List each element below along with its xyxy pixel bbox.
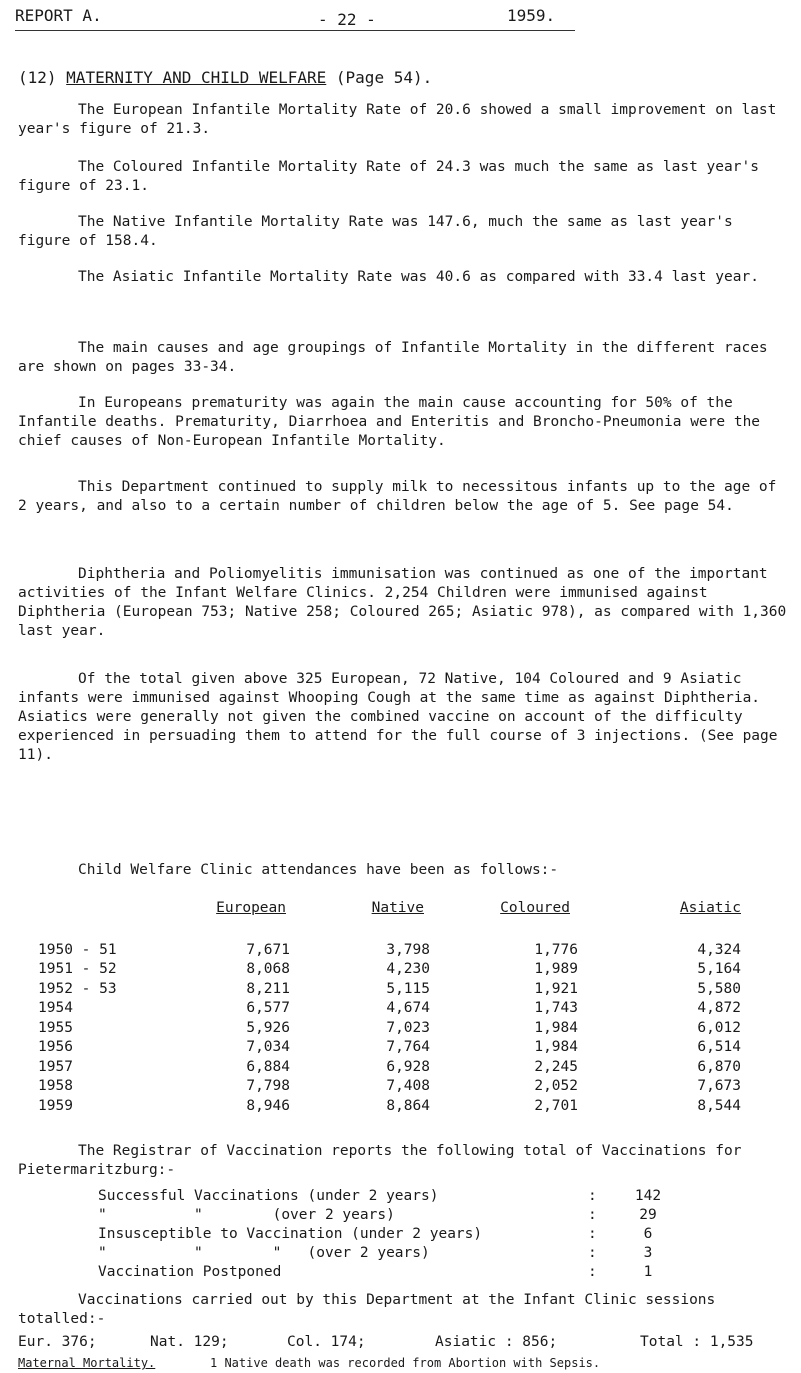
cell-coloured: 2,701 bbox=[534, 1097, 578, 1114]
vaccination-list bbox=[98, 1188, 738, 1283]
table-row bbox=[38, 979, 741, 999]
cell-coloured: 2,245 bbox=[534, 1058, 578, 1075]
cell-european: 6,884 bbox=[246, 1058, 290, 1075]
report-year: 1959. bbox=[507, 6, 556, 25]
list-item bbox=[98, 1207, 738, 1226]
row-year: 1950 - 51 bbox=[38, 941, 117, 958]
list-item bbox=[98, 1226, 738, 1245]
cell-coloured: 1,984 bbox=[534, 1039, 578, 1056]
vaccination-label: Successful Vaccinations (under 2 years) bbox=[98, 1188, 439, 1204]
sessions-coloured: Col. 174; bbox=[287, 1334, 366, 1350]
table-row bbox=[38, 1038, 741, 1058]
maternal-death-note: 1 Native death was recorded from Abortion with Sepsis. bbox=[210, 1356, 601, 1370]
sessions-european: Eur. 376; bbox=[18, 1334, 97, 1350]
coloured-rate-paragraph: The Coloured Infantile Mortality Rate of 24.3 was much the same as last year's figure of 23.1. bbox=[18, 159, 759, 194]
european-rate-paragraph: The European Infantile Mortality Rate of 20.6 showed a small improvement on last year's figure of 21.3. bbox=[18, 102, 777, 137]
cell-native: 6,928 bbox=[386, 1058, 430, 1075]
cell-coloured: 1,989 bbox=[534, 961, 578, 978]
causes-paragraph: The main causes and age groupings of Infantile Mortality in the different races are shown on pages 33-34. bbox=[18, 340, 768, 375]
cell-coloured: 1,776 bbox=[534, 941, 578, 958]
attendance-intro: Child Welfare Clinic attendances have been as follows:- bbox=[78, 862, 559, 878]
row-year: 1957 bbox=[38, 1058, 73, 1075]
vaccination-value: 142 bbox=[634, 1188, 662, 1204]
vaccination-separator: : bbox=[588, 1188, 597, 1204]
cell-european: 7,671 bbox=[246, 941, 290, 958]
vaccination-separator: : bbox=[588, 1226, 597, 1242]
vaccination-value: 6 bbox=[643, 1226, 653, 1242]
cell-asiatic: 8,544 bbox=[697, 1097, 741, 1114]
list-item bbox=[98, 1188, 738, 1207]
vaccination-separator: : bbox=[588, 1245, 597, 1261]
vaccination-label: " " (over 2 years) bbox=[98, 1207, 395, 1223]
section-number: (12) bbox=[18, 68, 57, 87]
row-year: 1955 bbox=[38, 1019, 73, 1036]
cell-coloured: 1,921 bbox=[534, 980, 578, 997]
diphtheria-paragraph: Diphtheria and Poliomyelitis immunisation was continued as one of the important activities of the Infant Welfare Clinics. 2,254 Children were immunised against Diphtheria (European 753; Native 258; Coloured 265; Asiatic 978), as compared with 1,360 last year. bbox=[18, 566, 787, 639]
table-row bbox=[38, 960, 741, 980]
col-header-coloured: Coloured bbox=[500, 900, 570, 916]
registrar-paragraph: The Registrar of Vaccination reports the following total of Vaccinations for Pietermaritzburg:- bbox=[18, 1143, 742, 1178]
vaccination-value: 3 bbox=[643, 1245, 653, 1261]
table-row bbox=[38, 1018, 741, 1038]
cell-native: 8,864 bbox=[386, 1097, 430, 1114]
cell-native: 5,115 bbox=[386, 980, 430, 997]
cell-asiatic: 5,580 bbox=[697, 980, 741, 997]
cell-european: 8,068 bbox=[246, 961, 290, 978]
row-year: 1956 bbox=[38, 1039, 73, 1056]
header-rule bbox=[15, 30, 575, 31]
attendance-table bbox=[38, 900, 741, 1116]
cell-european: 7,798 bbox=[246, 1078, 290, 1095]
cell-asiatic: 7,673 bbox=[697, 1078, 741, 1095]
col-header-native: Native bbox=[371, 900, 424, 916]
section-page-ref: (Page 54). bbox=[335, 68, 433, 87]
cell-native: 7,764 bbox=[386, 1039, 430, 1056]
report-label: REPORT A. bbox=[15, 6, 102, 25]
row-year: 1958 bbox=[38, 1078, 73, 1095]
table-row bbox=[38, 1077, 741, 1097]
cell-asiatic: 4,324 bbox=[697, 941, 741, 958]
prematurity-paragraph: In Europeans prematurity was again the main cause accounting for 50% of the Infantile deaths. Prematurity, Diarrhoea and Enteritis and Broncho-Pneumonia were the chief causes of Non-European Infantile Mortality. bbox=[18, 395, 761, 449]
table-header-row bbox=[38, 900, 741, 940]
vaccination-value: 29 bbox=[639, 1207, 657, 1223]
col-header-asiatic: Asiatic bbox=[679, 900, 741, 916]
whooping-cough-paragraph: Of the total given above 325 European, 72 Native, 104 Coloured and 9 Asiatic infants were immunised against Whooping Cough at the same time as against Diphtheria. Asiatics were generally not given the combined vaccine on account of the difficulty experienced in persuading them to attend for the full course of 3 injections. (See page 11). bbox=[18, 671, 778, 763]
cell-coloured: 1,743 bbox=[534, 1000, 578, 1017]
native-rate-paragraph: The Native Infantile Mortality Rate was 147.6, much the same as last year's figure of 158.4. bbox=[18, 214, 733, 249]
row-year: 1952 - 53 bbox=[38, 980, 117, 997]
cell-asiatic: 5,164 bbox=[697, 961, 741, 978]
maternal-mortality-heading: Maternal Mortality. bbox=[18, 1356, 156, 1370]
cell-european: 8,211 bbox=[246, 980, 290, 997]
col-header-european: European bbox=[216, 900, 286, 916]
section-title: MATERNITY AND CHILD WELFARE bbox=[66, 68, 327, 87]
cell-asiatic: 6,012 bbox=[697, 1019, 741, 1036]
cell-native: 7,023 bbox=[386, 1019, 430, 1036]
cell-native: 4,230 bbox=[386, 961, 430, 978]
vaccination-label: " " " (over 2 years) bbox=[98, 1245, 430, 1261]
cell-asiatic: 4,872 bbox=[697, 1000, 741, 1017]
asiatic-rate-paragraph: The Asiatic Infantile Mortality Rate was 40.6 as compared with 33.4 last year. bbox=[78, 269, 759, 285]
cell-european: 8,946 bbox=[246, 1097, 290, 1114]
section-heading bbox=[18, 68, 432, 87]
cell-european: 6,577 bbox=[246, 1000, 290, 1017]
page-number: - 22 - bbox=[318, 10, 376, 29]
table-row bbox=[38, 940, 741, 960]
vaccination-separator: : bbox=[588, 1207, 597, 1223]
cell-coloured: 2,052 bbox=[534, 1078, 578, 1095]
table-row bbox=[38, 1096, 741, 1116]
vaccination-value: 1 bbox=[643, 1264, 653, 1280]
row-year: 1954 bbox=[38, 1000, 73, 1017]
vaccination-label: Vaccination Postponed bbox=[98, 1264, 282, 1280]
sessions-asiatic: Asiatic : 856; bbox=[435, 1334, 558, 1350]
cell-native: 7,408 bbox=[386, 1078, 430, 1095]
row-year: 1951 - 52 bbox=[38, 961, 117, 978]
cell-asiatic: 6,514 bbox=[697, 1039, 741, 1056]
vaccination-label: Insusceptible to Vaccination (under 2 years) bbox=[98, 1226, 483, 1242]
sessions-native: Nat. 129; bbox=[150, 1334, 229, 1350]
cell-asiatic: 6,870 bbox=[697, 1058, 741, 1075]
cell-european: 7,034 bbox=[246, 1039, 290, 1056]
cell-native: 4,674 bbox=[386, 1000, 430, 1017]
sessions-paragraph: Vaccinations carried out by this Department at the Infant Clinic sessions totalled:- bbox=[18, 1292, 716, 1327]
vaccination-separator: : bbox=[588, 1264, 597, 1280]
table-row bbox=[38, 999, 741, 1019]
list-item bbox=[98, 1245, 738, 1264]
row-year: 1959 bbox=[38, 1097, 73, 1114]
cell-coloured: 1,984 bbox=[534, 1019, 578, 1036]
cell-european: 5,926 bbox=[246, 1019, 290, 1036]
list-item bbox=[98, 1264, 738, 1283]
milk-paragraph: This Department continued to supply milk to necessitous infants up to the age of 2 years, and also to a certain number of children below the age of 5. See page 54. bbox=[18, 479, 777, 514]
sessions-total: Total : 1,535 bbox=[640, 1334, 754, 1350]
table-row bbox=[38, 1057, 741, 1077]
cell-native: 3,798 bbox=[386, 941, 430, 958]
